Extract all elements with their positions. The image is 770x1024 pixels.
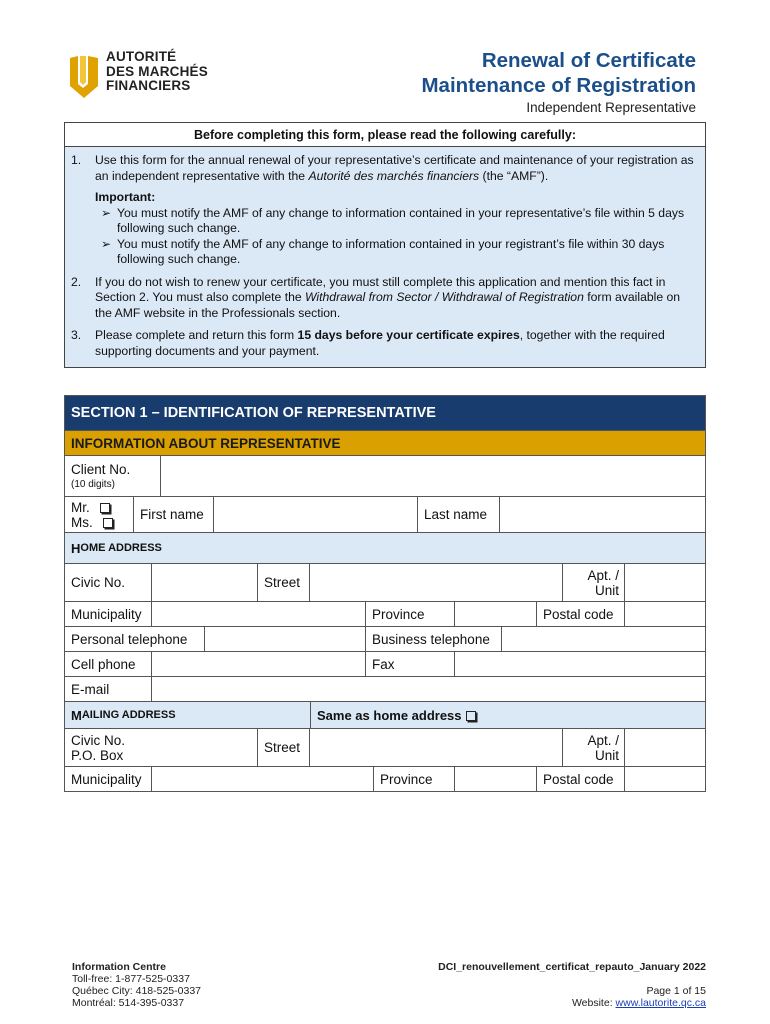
heading-initial: H <box>71 540 81 556</box>
heading-rest: AILING ADDRESS <box>81 709 176 721</box>
same-as-home-label: Same as home address <box>317 707 462 723</box>
street-label: Street <box>258 564 310 601</box>
mr-label: Mr. <box>71 499 90 515</box>
important-bullet-1 <box>101 206 695 237</box>
footer-doc-info <box>438 961 706 1009</box>
heading-rest: OME ADDRESS <box>80 542 162 554</box>
instruction-text: (the “AMF”). <box>479 168 549 183</box>
mailing-apt-label: Apt. / <box>587 732 619 748</box>
name-row <box>65 496 705 532</box>
form-subtitle: Independent Representative <box>526 100 696 115</box>
client-no-label-cell <box>65 456 161 496</box>
arrow-bullet-icon: ➢ <box>101 205 112 220</box>
footer-contact <box>72 961 201 1009</box>
client-no-input[interactable] <box>161 456 705 496</box>
instructions-heading: Before completing this form, please read the following carefully: <box>65 123 705 147</box>
important-heading: Important: <box>95 190 156 204</box>
instruction-text: , together with the required supporting documents and your payment. <box>95 328 665 358</box>
telephone-row <box>65 626 705 651</box>
important-bullet-2 <box>101 237 695 268</box>
apt-label: Apt. / <box>587 567 619 583</box>
instruction-item-1 <box>71 153 695 268</box>
last-name-input[interactable] <box>500 497 705 532</box>
postal-code-input[interactable] <box>625 602 705 626</box>
info-about-representative-heading: INFORMATION ABOUT REPRESENTATIVE <box>65 430 705 455</box>
home-street-row <box>65 563 705 601</box>
client-no-label: Client No. <box>71 462 131 477</box>
quebec-number: Québec City: 418-525-0337 <box>72 985 201 997</box>
mailing-apt-unit-label-cell <box>563 729 625 766</box>
instruction-number: 2. <box>71 274 82 289</box>
instruction-italic: Withdrawal from Sector / Withdrawal of Registration <box>305 290 584 304</box>
logo-line-3: FINANCIERS <box>106 78 191 93</box>
amf-logo <box>68 50 218 104</box>
mailing-street-input[interactable] <box>310 729 563 766</box>
cell-phone-label: Cell phone <box>65 652 152 676</box>
instruction-text: form available on the AMF website in the Professionals section. <box>95 290 681 320</box>
instruction-italic: Autorité des marchés financiers <box>308 168 480 183</box>
mr-option[interactable] <box>71 500 110 515</box>
bullet-text: You must notify the AMF of any change to information contained in your representative’s file within 5 days following such change. <box>117 205 685 235</box>
instructions-body <box>65 147 705 367</box>
ms-option[interactable] <box>71 515 113 530</box>
mailing-civic-no-label: Civic No. <box>71 732 126 748</box>
client-no-row <box>65 455 705 496</box>
instruction-number: 3. <box>71 328 82 342</box>
heading-initial: M <box>71 707 82 723</box>
instruction-text: If you do not wish to renew your certificate, you must still complete this application and mention this fact in Section 2. You must also complete the <box>95 274 666 304</box>
email-row <box>65 676 705 701</box>
fax-input[interactable] <box>455 652 705 676</box>
apt-unit-label-cell <box>563 564 625 601</box>
website-link[interactable]: www.lautorite.qc.ca <box>615 997 706 1009</box>
form-title-block <box>421 48 696 115</box>
last-name-label: Last name <box>418 497 500 532</box>
postal-code-label: Postal code <box>537 602 625 626</box>
logo-line-2: DES MARCHÉS <box>106 63 208 79</box>
mailing-street-label: Street <box>258 729 310 766</box>
mailing-municipality-row <box>65 766 705 791</box>
website-label: Website: <box>571 997 616 1009</box>
mailing-postal-code-label: Postal code <box>537 767 625 791</box>
title-choice-cell <box>65 497 134 532</box>
mailing-province-label: Province <box>374 767 455 791</box>
same-as-home-option[interactable] <box>311 702 705 728</box>
personal-telephone-label: Personal telephone <box>65 627 205 651</box>
mailing-unit-label: Unit <box>594 747 619 763</box>
cell-fax-row <box>65 651 705 676</box>
logo-line-1: AUTORITÉ <box>106 49 177 64</box>
amf-logo-icon <box>68 54 100 100</box>
mailing-province-input[interactable] <box>455 767 537 791</box>
mailing-apt-unit-input[interactable] <box>625 729 705 766</box>
instruction-bold: 15 days before your certificate expires <box>297 328 520 342</box>
personal-telephone-input[interactable] <box>205 627 366 651</box>
email-label: E-mail <box>65 677 152 701</box>
instruction-number: 1. <box>71 153 82 167</box>
ms-label: Ms. <box>71 514 93 530</box>
instruction-item-3 <box>71 328 695 359</box>
po-box-label: P.O. Box <box>71 747 124 763</box>
section-1-identification <box>64 395 706 792</box>
instruction-item-2 <box>71 275 695 322</box>
first-name-input[interactable] <box>214 497 418 532</box>
email-input[interactable] <box>152 677 705 701</box>
form-title-line-1: Renewal of Certificate <box>481 49 696 72</box>
civic-no-label: Civic No. <box>65 564 152 601</box>
home-municipality-row <box>65 601 705 626</box>
business-telephone-input[interactable] <box>502 627 705 651</box>
mr-checkbox[interactable] <box>100 503 110 513</box>
province-input[interactable] <box>455 602 537 626</box>
municipality-input[interactable] <box>152 602 366 626</box>
fax-label: Fax <box>366 652 455 676</box>
mailing-civic-label-cell <box>65 729 258 766</box>
apt-unit-input[interactable] <box>625 564 705 601</box>
cell-phone-input[interactable] <box>152 652 366 676</box>
unit-label: Unit <box>594 582 619 598</box>
info-centre-label: Information Centre <box>72 961 166 973</box>
arrow-bullet-icon: ➢ <box>101 236 112 251</box>
business-telephone-label: Business telephone <box>366 627 502 651</box>
municipality-label: Municipality <box>65 602 152 626</box>
instruction-text: Please complete and return this form <box>95 328 298 342</box>
mailing-postal-code-input[interactable] <box>625 767 705 791</box>
province-label: Province <box>366 602 455 626</box>
civic-no-input[interactable] <box>152 564 258 601</box>
section-1-title: SECTION 1 – IDENTIFICATION OF REPRESENTATIVE <box>65 396 705 430</box>
mailing-street-row <box>65 728 705 766</box>
instruction-text: Use this form for the annual renewal of your representative’s certificate and maintenance of your registration as an independent representative with the <box>95 153 694 183</box>
client-no-hint: (10 digits) <box>71 479 115 490</box>
tollfree-number: Toll-free: 1-877-525-0337 <box>72 973 190 985</box>
document-code: DCI_renouvellement_certificat_repauto_January 2022 <box>438 961 706 973</box>
same-as-home-checkbox[interactable] <box>466 711 476 721</box>
mailing-address-heading <box>65 702 311 728</box>
instructions-box <box>64 122 706 368</box>
home-address-heading <box>65 533 705 563</box>
ms-checkbox[interactable] <box>103 518 113 528</box>
mailing-address-heading-row <box>65 701 705 728</box>
home-address-heading-row <box>65 532 705 563</box>
mailing-municipality-label: Municipality <box>65 767 152 791</box>
form-title-line-2: Maintenance of Registration <box>421 74 696 97</box>
page-number: Page 1 of 15 <box>646 985 706 997</box>
first-name-label: First name <box>134 497 214 532</box>
street-input[interactable] <box>310 564 563 601</box>
montreal-number: Montréal: 514-395-0337 <box>72 997 185 1009</box>
bullet-text: You must notify the AMF of any change to information contained in your registrant’s file within 30 days following such change. <box>117 236 665 266</box>
website-line <box>438 997 706 1009</box>
mailing-municipality-input[interactable] <box>152 767 374 791</box>
